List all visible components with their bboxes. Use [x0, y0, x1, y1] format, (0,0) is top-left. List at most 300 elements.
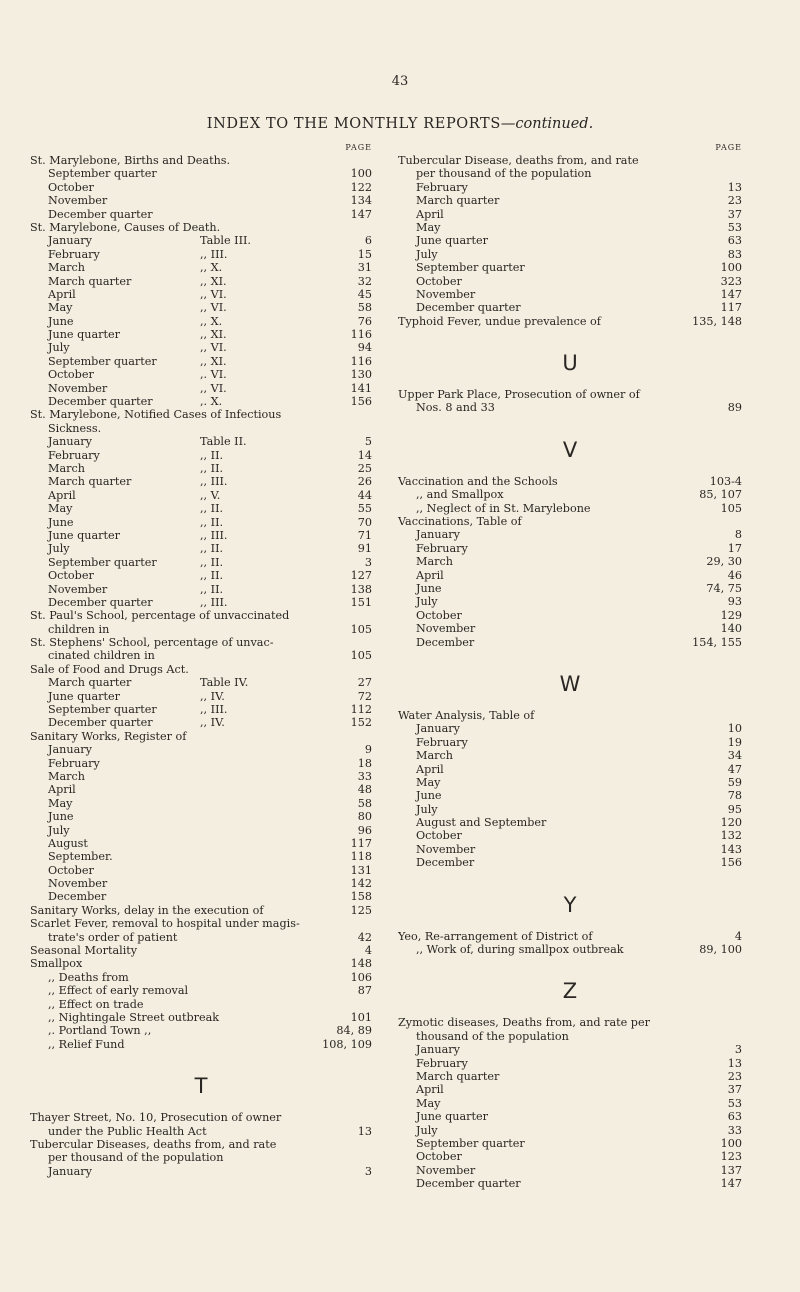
page-number: 43: [391, 74, 409, 89]
index-entry: [398, 1097, 742, 1110]
index-entry: [398, 856, 742, 869]
index-entry: [398, 709, 742, 722]
index-entry: [398, 1177, 742, 1190]
index-entry: [398, 569, 742, 582]
index-entry: [30, 355, 372, 368]
section-letter: V: [562, 437, 578, 462]
index-entry: [30, 636, 372, 649]
entry-page-number: 70: [357, 515, 372, 529]
entry-table-ref: ,. VI.: [200, 368, 227, 382]
entry-page-number: 117: [720, 301, 742, 315]
index-entry: [30, 623, 372, 636]
entry-text: June: [416, 789, 442, 803]
entry-page-number: 53: [727, 1096, 742, 1110]
index-entry: [398, 1083, 742, 1096]
section-letter: W: [559, 671, 581, 696]
index-entry: [30, 502, 372, 515]
entry-page-number: 116: [350, 354, 372, 368]
entry-text: February: [48, 448, 100, 462]
index-entry: [30, 382, 372, 395]
entry-table-ref: ,, XI.: [200, 328, 227, 342]
index-entry: [30, 850, 372, 863]
entry-text: Typhoid Fever, undue prevalence of: [398, 314, 601, 328]
entry-page-number: 108, 109: [322, 1037, 372, 1051]
entry-text: St. Marylebone, Births and Deaths.: [30, 154, 231, 167]
entry-text: June: [48, 810, 74, 824]
entry-text: September quarter: [48, 703, 157, 717]
entry-text: Vaccination and the Schools: [398, 474, 558, 488]
entry-text: per thousand of the population: [416, 167, 592, 181]
entry-text: Vaccinations, Table of: [398, 515, 522, 529]
index-entry: [30, 542, 372, 555]
entry-text: December: [416, 856, 475, 870]
entry-text: February: [48, 247, 100, 261]
entry-table-ref: ,, II.: [200, 502, 224, 516]
index-entry: [30, 475, 372, 488]
entry-text: July: [416, 802, 438, 816]
index-entry: [30, 703, 372, 716]
entry-text: November: [48, 877, 108, 891]
entry-text: December quarter: [48, 395, 153, 409]
entry-page-number: 129: [720, 608, 742, 622]
index-entry: [398, 582, 742, 595]
entry-page-number: 13: [727, 1056, 742, 1070]
index-entry: [30, 408, 372, 421]
index-entry: [30, 181, 372, 194]
entry-page-number: 71: [357, 528, 372, 542]
entry-page-number: 3: [734, 1043, 742, 1057]
entry-table-ref: ,, III.: [200, 528, 228, 542]
entry-table-ref: ,, II.: [200, 569, 224, 583]
index-entry: [30, 569, 372, 582]
index-entry: [30, 676, 372, 689]
index-entry: [398, 555, 742, 568]
entry-page-number: 18: [357, 756, 372, 770]
entry-text: January: [48, 435, 92, 449]
index-entry: [398, 943, 742, 956]
entry-page-number: 100: [720, 261, 742, 275]
entry-page-number: 96: [357, 823, 372, 837]
entry-text: October: [416, 274, 462, 288]
entry-text: Nos. 8 and 33: [416, 401, 495, 415]
entry-page-number: 80: [357, 810, 372, 824]
entry-page-number: 23: [727, 194, 742, 208]
entry-text: November: [48, 381, 108, 395]
entry-text: ,. Portland Town ,,: [48, 1024, 152, 1038]
index-entry: [30, 1111, 372, 1124]
entry-text: January: [416, 1043, 460, 1057]
index-entry: [398, 234, 742, 247]
index-entry: [30, 556, 372, 569]
index-entry: [398, 301, 742, 314]
entry-page-number: 106: [350, 970, 372, 984]
entry-text: St. Marylebone, Notified Cases of Infectious: [30, 408, 282, 422]
entry-page-number: 137: [720, 1163, 742, 1177]
page-title-main: INDEX TO THE MONTHLY REPORTS: [206, 116, 501, 132]
entry-page-number: 32: [357, 274, 372, 288]
entry-page-number: 120: [720, 816, 742, 830]
entry-page-number: 5: [364, 435, 372, 449]
index-entry: [30, 957, 372, 970]
entry-text: July: [416, 247, 438, 261]
entry-text: Water Analysis, Table of: [398, 708, 535, 722]
entry-page-number: 100: [720, 1136, 742, 1150]
index-entry: [398, 1070, 742, 1083]
entry-text: January: [48, 743, 92, 757]
entry-text: April: [48, 488, 76, 502]
index-entry: [30, 770, 372, 783]
index-entry: [398, 736, 742, 749]
index-entry: [30, 877, 372, 890]
index-entry: [398, 515, 742, 528]
entry-table-ref: ,. X.: [200, 395, 223, 409]
entry-page-number: 130: [350, 368, 372, 382]
entry-text: October: [416, 608, 462, 622]
entry-page-number: 89: [727, 401, 742, 415]
entry-table-ref: ,, X.: [200, 261, 223, 275]
entry-text: January: [48, 1164, 92, 1178]
entry-text: per thousand of the population: [48, 1151, 224, 1165]
entry-text: October: [48, 368, 94, 382]
index-entry: [30, 890, 372, 903]
index-entry: [30, 998, 372, 1011]
entry-text: September.: [48, 850, 113, 864]
entry-text: Smallpox: [30, 957, 83, 971]
index-entry: [30, 904, 372, 917]
entry-page-number: 105: [350, 649, 372, 663]
entry-page-number: 94: [357, 341, 372, 355]
entry-text: June: [48, 314, 74, 328]
index-entry: [30, 1151, 372, 1164]
index-entry: [30, 154, 372, 167]
entry-page-number: 132: [720, 829, 742, 843]
entry-text: April: [416, 207, 444, 221]
entry-page-number: 9: [364, 743, 372, 757]
entry-text: March: [416, 749, 453, 763]
entry-text: January: [416, 722, 460, 736]
entry-table-ref: ,, IV.: [200, 689, 225, 703]
entry-page-number: 89, 100: [699, 943, 742, 957]
index-entry: [398, 722, 742, 735]
entry-text: December quarter: [48, 716, 153, 730]
entry-text: ,, Deaths from: [48, 970, 129, 984]
section-letter: Y: [563, 892, 577, 917]
entry-text: June quarter: [48, 528, 120, 542]
index-entry: [30, 757, 372, 770]
entry-text: St. Paul's School, percentage of unvaccinated: [30, 609, 290, 623]
entry-text: October: [416, 829, 462, 843]
entry-text: Tubercular Diseases, deaths from, and rate: [30, 1137, 277, 1151]
entry-page-number: 3: [364, 1164, 372, 1178]
entry-text: December quarter: [416, 301, 521, 315]
index-entries-right: [398, 154, 742, 1190]
entry-text: July: [416, 1123, 438, 1137]
entry-page-number: 63: [727, 234, 742, 248]
entry-text: March quarter: [416, 1069, 500, 1083]
entry-text: October: [48, 180, 94, 194]
entry-table-ref: ,, III.: [200, 247, 228, 261]
entry-page-number: 29, 30: [706, 555, 742, 569]
entry-text: April: [48, 783, 76, 797]
entry-page-number: 72: [357, 689, 372, 703]
entry-text: ,, Effect of early removal: [48, 984, 189, 998]
entry-page-number: 33: [727, 1123, 742, 1137]
index-entry: [398, 528, 742, 541]
index-entry: [398, 763, 742, 776]
entry-page-number: 323: [720, 274, 742, 288]
index-entry: [30, 516, 372, 529]
index-entry: [30, 529, 372, 542]
index-entry: [30, 649, 372, 662]
entry-text: February: [416, 541, 468, 555]
entry-page-number: 44: [357, 488, 372, 502]
entry-page-number: 105: [720, 501, 742, 515]
index-entry: [398, 1150, 742, 1163]
entry-page-number: 141: [350, 381, 372, 395]
index-entry: [30, 422, 372, 435]
entry-text: December quarter: [48, 595, 153, 609]
entry-text: November: [416, 287, 476, 301]
entry-page-number: 8: [734, 528, 742, 542]
entry-page-number: 76: [357, 314, 372, 328]
entry-text: December quarter: [416, 1177, 521, 1191]
entry-text: ,, Effect on trade: [48, 997, 144, 1011]
index-entry: [398, 816, 742, 829]
entry-text: May: [48, 502, 73, 516]
entry-text: March: [48, 461, 85, 475]
entry-page-number: 27: [357, 676, 372, 690]
entry-page-number: 17: [727, 541, 742, 555]
entry-page-number: 47: [727, 762, 742, 776]
index-entry: [398, 636, 742, 649]
entry-page-number: 74, 75: [706, 581, 742, 595]
index-entry: [30, 341, 372, 354]
entry-table-ref: ,, VI.: [200, 341, 227, 355]
entry-page-number: 103-4: [709, 474, 742, 488]
entry-page-number: 83: [727, 247, 742, 261]
index-entry: [398, 315, 742, 328]
entry-table-ref: ,, II.: [200, 515, 224, 529]
index-entry: [30, 1011, 372, 1024]
entry-page-number: 117: [350, 836, 372, 850]
index-entry: [398, 930, 742, 943]
index-entry: [30, 462, 372, 475]
entry-text: April: [48, 287, 76, 301]
index-entry: [30, 931, 372, 944]
entry-table-ref: ,, II.: [200, 448, 224, 462]
index-entry: [398, 208, 742, 221]
entry-page-number: 154, 155: [692, 635, 742, 649]
entry-text: February: [416, 1056, 468, 1070]
entry-page-number: 156: [720, 856, 742, 870]
entry-text: Sanitary Works, delay in the execution of: [30, 903, 264, 917]
entry-text: March: [416, 555, 453, 569]
entry-page-number: 34: [727, 749, 742, 763]
entry-text: May: [48, 301, 73, 315]
index-entry: [30, 489, 372, 502]
entry-page-number: 125: [350, 903, 372, 917]
entry-page-number: 37: [727, 1083, 742, 1097]
entry-text: May: [48, 796, 73, 810]
index-entry: [398, 1057, 742, 1070]
section-letter: Z: [562, 979, 578, 1004]
entry-page-number: 123: [720, 1150, 742, 1164]
entry-table-ref: ,, V.: [200, 488, 221, 502]
entry-text: November: [416, 622, 476, 636]
entry-table-ref: ,, VI.: [200, 287, 227, 301]
index-entry: [398, 502, 742, 515]
entry-table-ref: ,, X.: [200, 314, 223, 328]
entry-text: January: [416, 528, 460, 542]
index-entry: [30, 435, 372, 448]
entry-text: October: [416, 1150, 462, 1164]
index-entry: [398, 248, 742, 261]
index-entry: [398, 595, 742, 608]
entry-page-number: 78: [727, 789, 742, 803]
entry-page-number: 135, 148: [692, 314, 742, 328]
entry-text: March quarter: [48, 475, 132, 489]
entry-page-number: 13: [357, 1124, 372, 1138]
index-entry: [398, 542, 742, 555]
index-entry: [30, 971, 372, 984]
entry-text: ,, Work of, during smallpox outbreak: [416, 943, 624, 957]
entry-text: February: [416, 735, 468, 749]
entry-page-number: 48: [357, 783, 372, 797]
entry-table-ref: Table IV.: [200, 676, 249, 690]
entry-text: July: [48, 341, 70, 355]
index-entry: [30, 1125, 372, 1138]
entry-text: cinated children in: [48, 649, 155, 663]
index-entry: [398, 261, 742, 274]
entry-page-number: 127: [350, 569, 372, 583]
entry-table-ref: ,, III.: [200, 703, 228, 717]
entry-page-number: 33: [357, 769, 372, 783]
index-entry: [30, 167, 372, 180]
entry-table-ref: ,, IV.: [200, 716, 225, 730]
entry-page-number: 140: [720, 622, 742, 636]
entry-text: June quarter: [48, 689, 120, 703]
index-entry: [398, 488, 742, 501]
index-entry: [30, 395, 372, 408]
entry-page-number: 87: [357, 984, 372, 998]
index-entry: [30, 797, 372, 810]
entry-text: May: [416, 775, 441, 789]
entry-text: September quarter: [48, 167, 157, 181]
entry-text: Seasonal Mortality: [30, 944, 138, 958]
entry-page-number: 143: [720, 842, 742, 856]
entry-page-number: 118: [350, 850, 372, 864]
index-entry: [398, 1030, 742, 1043]
index-entry: [30, 1024, 372, 1037]
index-entry: [30, 234, 372, 247]
entry-text: November: [416, 842, 476, 856]
entry-text: October: [48, 569, 94, 583]
entry-page-number: 131: [350, 863, 372, 877]
entry-text: ,, Relief Fund: [48, 1037, 125, 1051]
entry-page-number: 84, 89: [336, 1024, 372, 1038]
index-entry: [398, 843, 742, 856]
entry-table-ref: ,, III.: [200, 595, 228, 609]
entry-page-number: 116: [350, 328, 372, 342]
entry-text: September quarter: [416, 261, 525, 275]
entry-text: June: [48, 515, 74, 529]
page-column-header: PAGE: [345, 143, 372, 152]
index-entry: [398, 401, 742, 414]
index-entry: [398, 275, 742, 288]
entry-page-number: 93: [727, 595, 742, 609]
entry-text: June quarter: [416, 234, 488, 248]
entry-page-number: 138: [350, 582, 372, 596]
index-entry: [398, 1110, 742, 1123]
entry-text: April: [416, 762, 444, 776]
entry-text: September quarter: [48, 354, 157, 368]
index-entry: [398, 622, 742, 635]
index-entry: [30, 1138, 372, 1151]
index-entry: [30, 248, 372, 261]
entry-text: March: [48, 769, 85, 783]
entry-page-number: 152: [350, 716, 372, 730]
index-entry: [30, 837, 372, 850]
entry-text: April: [416, 1083, 444, 1097]
entry-page-number: 6: [364, 234, 372, 248]
index-entry: [30, 1038, 372, 1051]
entry-text: December quarter: [48, 207, 153, 221]
page-title-suffix: —continued.: [500, 116, 594, 132]
entry-page-number: 23: [727, 1069, 742, 1083]
index-entry: [30, 944, 372, 957]
entry-page-number: 148: [350, 957, 372, 971]
entry-text: ,, Neglect of in St. Marylebone: [416, 501, 591, 515]
entry-page-number: 10: [727, 722, 742, 736]
section-letter: T: [194, 1074, 208, 1099]
entry-text: Sale of Food and Drugs Act.: [30, 662, 189, 676]
entry-page-number: 122: [350, 180, 372, 194]
entry-text: July: [48, 542, 70, 556]
entry-page-number: 105: [350, 622, 372, 636]
entry-text: Thayer Street, No. 10, Prosecution of owner: [30, 1111, 282, 1125]
entry-text: June: [416, 581, 442, 595]
index-entry: [398, 749, 742, 762]
entry-page-number: 147: [720, 1177, 742, 1191]
entry-page-number: 55: [357, 502, 372, 516]
entry-text: August and September: [416, 816, 547, 830]
index-entry: [30, 275, 372, 288]
entry-text: November: [48, 194, 108, 208]
index-entry: [30, 743, 372, 756]
entry-text: February: [416, 180, 468, 194]
index-entry: [398, 1016, 742, 1029]
index-entry: [30, 864, 372, 877]
entry-text: January: [48, 234, 92, 248]
entry-page-number: 142: [350, 877, 372, 891]
index-entry: [30, 824, 372, 837]
entry-table-ref: ,, II.: [200, 582, 224, 596]
entry-text: St. Stephens' School, percentage of unvac-: [30, 636, 274, 650]
index-entry: [30, 1165, 372, 1178]
entry-table-ref: ,, VI.: [200, 301, 227, 315]
entry-page-number: 158: [350, 890, 372, 904]
entry-page-number: 63: [727, 1110, 742, 1124]
entry-page-number: 100: [350, 167, 372, 181]
entry-text: October: [48, 863, 94, 877]
entry-text: ,, and Smallpox: [416, 488, 504, 502]
entry-table-ref: Table III.: [200, 234, 251, 248]
entry-page-number: 37: [727, 207, 742, 221]
entry-text: March quarter: [416, 194, 500, 208]
entry-page-number: 85, 107: [699, 488, 742, 502]
entry-page-number: 53: [727, 220, 742, 234]
index-column-left: [30, 142, 372, 1178]
